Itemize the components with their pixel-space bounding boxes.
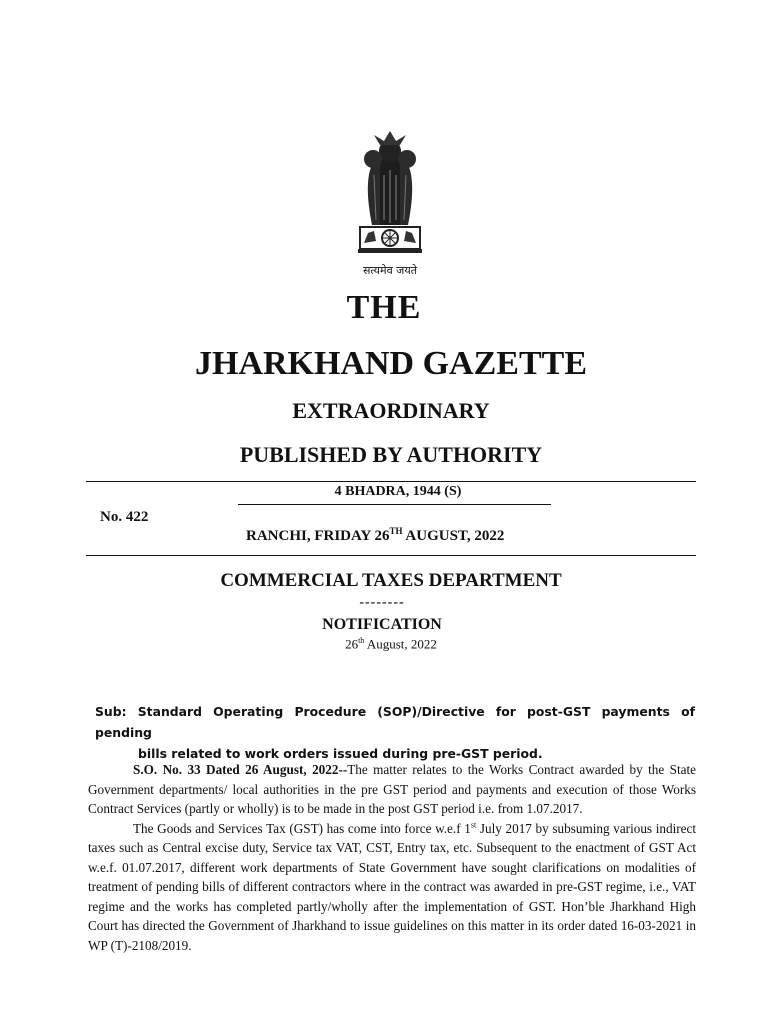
subject-block	[95, 701, 695, 764]
notification-body	[88, 760, 696, 955]
dateline-year: 2022	[470, 528, 505, 544]
notification-date	[0, 636, 768, 652]
notification-date-day: 26	[345, 636, 359, 652]
body-paragraph-2	[88, 819, 696, 956]
gazette-subtitle: EXTRAORDINARY	[292, 398, 490, 423]
header-rule-top	[86, 481, 696, 482]
notification-date-rest: August, 2022	[364, 636, 437, 652]
saka-date-rule	[238, 504, 551, 505]
gazette-title-the: THE	[346, 289, 422, 326]
published-by-authority: PUBLISHED BY AUTHORITY	[239, 442, 543, 467]
dateline-day-suffix: TH	[389, 526, 403, 536]
dateline-month: AUGUST,	[402, 528, 471, 544]
subject-line-2: bills related to work orders issued during pre-GST period.	[138, 746, 543, 761]
para2-rest: July 2017 by subsuming various indirect taxes such as Central excise duty, Service tax VAT, CST, Entry tax, etc. Subsequent to the enactment of GST Act w.e.f. 01.07.2017, different work departments of State Government have sought clarifications on modalities of treatment of pending bills of different contractors where in the contract was awarded in pre-GST regime, i.e., VAT regime and the works has completed partly/wholly after the implementation of GST. Hon’ble Jharkhand High Court has directed the Government of Jharkhand to issue guidelines on this matter in its order dated 16-03-2021 in WP (T)-2108/2019.	[88, 820, 696, 953]
subject-line-1: Sub: Standard Operating Procedure (SOP)/Directive for post-GST payments of pending	[95, 704, 695, 740]
para1-text: The matter relates to the Works Contract awarded by the State Government departments/ local authorities in the pre GST period and payments and execution of those Works Contract Services (partly or wholly) is to be made in the post GST period i.e. from 1.07.2017.	[88, 762, 696, 816]
para2-start: The Goods and Services Tax (GST) has come into force w.e.f 1	[133, 820, 471, 836]
department-name: COMMERCIAL TAXES DEPARTMENT	[220, 570, 562, 591]
dateline-place-day: RANCHI, FRIDAY 26	[246, 528, 390, 544]
notification-date-suffix: th	[358, 636, 365, 645]
body-paragraph-1	[88, 760, 696, 819]
para2-sup: st	[470, 820, 477, 830]
header-rule-bottom	[86, 555, 696, 556]
so-number-lead: S.O. No. 33 Dated 26 August, 2022--	[133, 762, 348, 777]
issue-dateline	[246, 526, 504, 545]
notification-heading: NOTIFICATION	[322, 616, 442, 633]
saka-date: 4 BHADRA, 1944 (S)	[334, 484, 462, 499]
gazette-title: JHARKHAND GAZETTE	[195, 345, 587, 382]
separator-dashes: --------	[359, 595, 405, 610]
emblem-motto: सत्यमेव जयते	[362, 264, 417, 277]
issue-number: No. 422	[100, 509, 149, 525]
